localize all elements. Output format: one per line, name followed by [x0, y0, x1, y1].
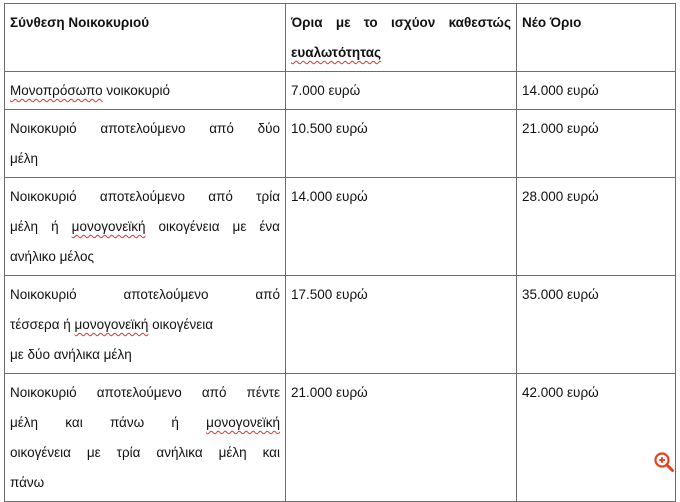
- current-limit-cell: 21.000 ευρώ: [286, 374, 517, 502]
- table-header-row: [5, 4, 676, 72]
- household-composition-cell: Νοικοκυριό αποτελούμενο από τέσσερα ή μονογονεϊκή οικογένεια με δύο ανήλικα μέλη: [5, 276, 286, 374]
- table-row: [5, 110, 676, 178]
- income-limits-table: [4, 3, 676, 502]
- header-new-limit: Νέο Όριο: [517, 4, 676, 72]
- current-limit-cell: 17.500 ευρώ: [286, 276, 517, 374]
- table-row: [5, 374, 676, 502]
- new-limit-cell: 42.000 ευρώ: [517, 374, 676, 502]
- current-limit-cell: 10.500 ευρώ: [286, 110, 517, 178]
- current-limit-cell: 14.000 ευρώ: [286, 178, 517, 276]
- new-limit-cell: 14.000 ευρώ: [517, 72, 676, 110]
- household-composition-cell: Νοικοκυριό αποτελούμενο από δύο μέλη: [5, 110, 286, 178]
- household-composition-cell: Μονοπρόσωπο νοικοκυριό: [5, 72, 286, 110]
- table-row: [5, 276, 676, 374]
- table-row: [5, 178, 676, 276]
- current-limit-cell: 7.000 ευρώ: [286, 72, 517, 110]
- new-limit-cell: 35.000 ευρώ: [517, 276, 676, 374]
- header-current-limits: Όρια με το ισχύον καθεστώς ευαλωτότητας: [286, 4, 517, 72]
- household-composition-cell: Νοικοκυριό αποτελούμενο από τρία μέλη ή μονογονεϊκή οικογένεια με ένα ανήλικο μέλος: [5, 178, 286, 276]
- table-row: [5, 72, 676, 110]
- header-current-limits-line2: ευαλωτότητας: [291, 45, 382, 60]
- header-household-composition: Σύνθεση Νοικοκυριού: [5, 4, 286, 72]
- zoom-in-icon[interactable]: [653, 451, 675, 473]
- new-limit-cell: 21.000 ευρώ: [517, 110, 676, 178]
- household-composition-cell: Νοικοκυριό αποτελούμενο από πέντε μέλη και πάνω ή μονογονεϊκή οικογένεια με τρία ανήλικα μέλη και πάνω: [5, 374, 286, 502]
- new-limit-cell: 28.000 ευρώ: [517, 178, 676, 276]
